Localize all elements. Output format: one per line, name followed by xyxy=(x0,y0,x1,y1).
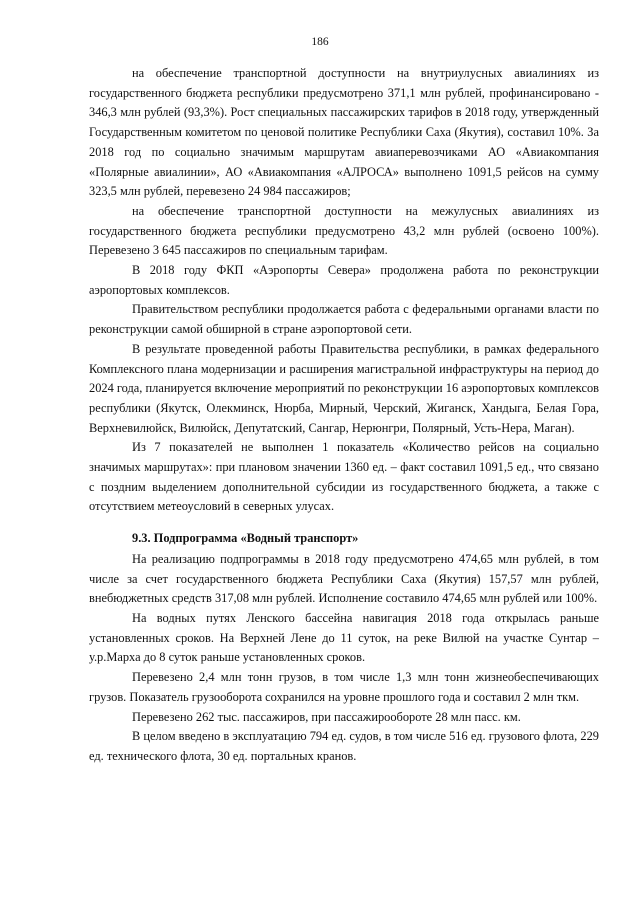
paragraph-reconstruction-plan: В результате проведенной работы Правительства республики, в рамках федерального Комплексного плана модернизации и расширения магистральной инфраструктуры на период до 2024 года, планируется включение мероприятий по реконструкции 16 аэропортовых комплексов республики (Якутск, Олекминск, Нюрба, Мирный, Черский, Жиганск, Хандыга, Белая Гора, Верхневилюйск, Вилюйск, Депутатский, Сангар, Нерюнгри, Полярный, Усть-Нера, Маган). xyxy=(89,341,599,435)
document-body xyxy=(89,64,599,767)
paragraph-intra-district-flights: на обеспечение транспортной доступности на внутриулусных авиалиниях из государственного бюджета республики предусмотрено 371,1 млн рублей, профинансировано - 346,3 млн рублей (93,3%). Рост специальных пассажирских тарифов в 2018 году, утвержденный Государственным комитетом по ценовой политике Республики Саха (Якутия), составил 10%. За 2018 год по социально значимым маршрутам авиаперевозчиками АО «Авиакомпания «Полярные авиалинии», АО «Авиакомпания «АЛРОСА» выполнено 1091,5 рейсов на сумму 323,5 млн рублей, перевезено 24 984 пассажиров; xyxy=(89,66,599,199)
paragraph-subprogram-funding: На реализацию подпрограммы в 2018 году предусмотрено 474,65 млн рублей, в том числе за счет государственного бюджета Республики Саха (Якутия) 157,57 млн рублей, внебюджетных средств 317,08 млн рублей. Исполнение составило 474,65 млн рублей или 100%. xyxy=(89,551,599,606)
page-number: 186 xyxy=(311,36,329,48)
paragraph-government-work: Правительством республики продолжается работа с федеральными органами власти по реконструкции самой обширной в стране аэропортовой сети. xyxy=(89,302,599,337)
paragraph-inter-district-flights: на обеспечение транспортной доступности на межулусных авиалиниях из государственного бюджета республики предусмотрено 43,2 млн рублей (освоено 100%). Перевезено 3 645 пассажиров по специальным тарифам. xyxy=(89,203,599,258)
paragraph-navigation: На водных путях Ленского бассейна навигация 2018 года открылась раньше установленных сроков. На Верхней Лене до 11 суток, на реке Вилюй на участке Сунтар – у.р.Марха до 8 суток раньше установленных сроков. xyxy=(89,610,599,665)
paragraph-passengers: Перевезено 262 тыс. пассажиров, при пассажирообороте 28 млн пасс. км. xyxy=(132,709,521,724)
paragraph-cargo: Перевезено 2,4 млн тонн грузов, в том числе 1,3 млн тонн жизнеобеспечивающих грузов. Показатель грузооборота сохранился на уровне прошлого года и составил 2 млн ткм. xyxy=(89,670,599,704)
paragraph-vessels: В целом введено в эксплуатацию 794 ед. судов, в том числе 516 ед. грузового флота, 229 ед. технического флота, 30 ед. портальных кранов. xyxy=(89,729,599,763)
section-heading: 9.3. Подпрограмма «Водный транспорт» xyxy=(132,531,359,546)
paragraph-airports-north: В 2018 году ФКП «Аэропорты Севера» продолжена работа по реконструкции аэропортовых комплексов. xyxy=(89,263,599,297)
paragraph-indicators: Из 7 показателей не выполнен 1 показатель «Количество рейсов на социально значимых маршрутах»: при плановом значении 1360 ед. – факт составил 1091,5 ед., что связано с поздним выделением дополнительной субсидии из государственного бюджета, а также с отсутствием метеоусловий в северных улусах. xyxy=(89,440,599,514)
